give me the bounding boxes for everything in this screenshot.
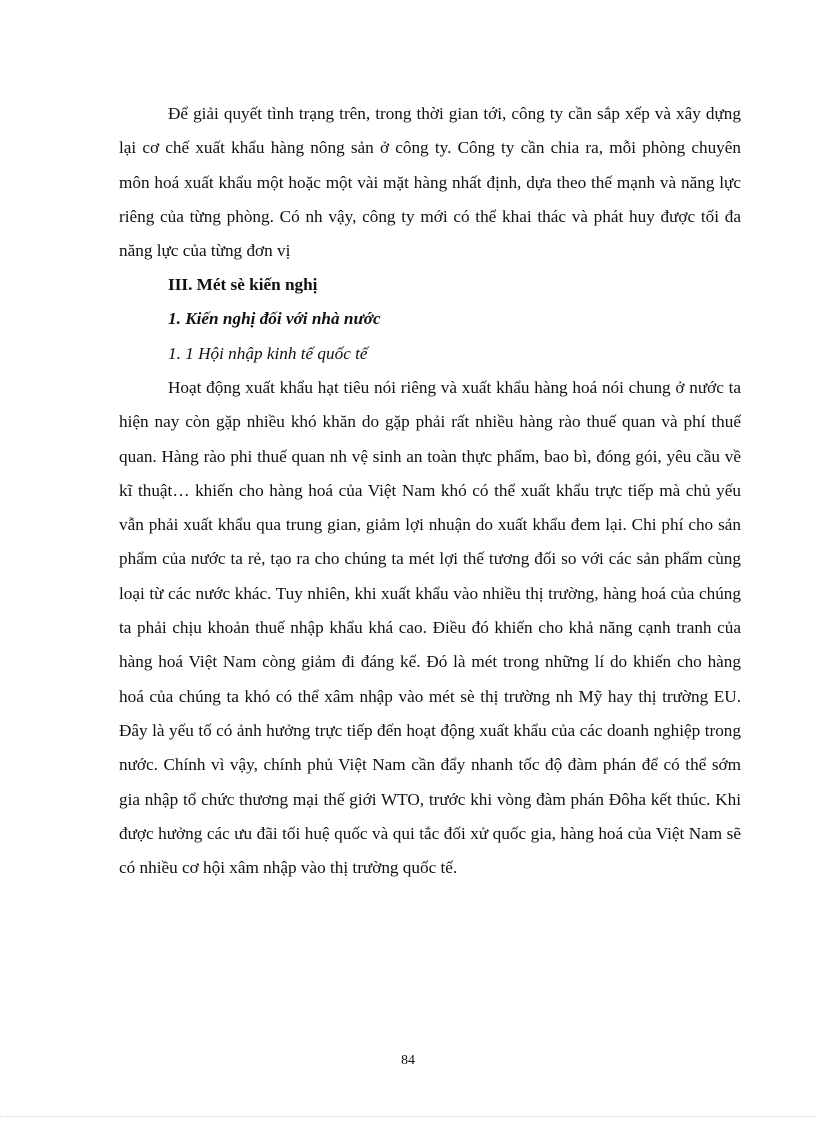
paragraph: Để giải quyết tình trạng trên, trong thời gian tới, công ty cần sắp xếp và xây dựng lại cơ chế xuất khẩu hàng nông sản ở công ty. Công ty cần chia ra, mỗi phòng chuyên môn hoá xuất khẩu một hoặc một vài mặt hàng nhất định, dựa theo thế mạnh và năng lực riêng của từng phòng. Có nh vậy, công ty mới có thể khai thác và phát huy được tối đa năng lực của từng đơn vị — [119, 104, 741, 261]
paragraph: Hoạt động xuất khẩu hạt tiêu nói riêng và xuất khẩu hàng hoá nói chung ở nước ta hiện nay còn gặp nhiều khó khăn do gặp phải rất nhiều hàng rào thuế quan và phí thuế quan. Hàng rào phi thuế quan nh vệ sinh an toàn thực phẩm, bao bì, đóng gói, yêu cầu về kĩ thuật… khiến cho hàng hoá của Việt Nam khó có thể xuất khẩu trực tiếp mà chủ yếu vẫn phải xuất khẩu qua trung gian, giảm lợi nhuận do xuất khẩu đem lại. Chi phí cho sản phẩm của nước ta rẻ, tạo ra cho chúng ta mét lợi thế tương đối so với các sản phẩm cùng loại từ các nước khác. Tuy nhiên, khi xuất khẩu vào nhiều thị trường, hàng hoá của chúng ta phải chịu khoản thuế nhập khẩu khá cao. Điều đó khiến cho khả năng cạnh tranh của hàng hoá Việt Nam còng giảm đi đáng kể. Đó là mét trong những lí do khiến cho hàng hoá của chúng ta khó có thể xâm nhập vào mét sè thị trường nh Mỹ hay thị trường EU. Đây là yếu tố có ảnh hưởng trực tiếp đến hoạt động xuất khẩu của các doanh nghiệp trong nước. Chính vì vậy, chính phủ Việt Nam cần đẩy nhanh tốc độ đàm phán để có thể sớm gia nhập tổ chức thương mại thế giới WTO, trước khi vòng đàm phán Đôha kết thúc. Khi được hưởng các ưu đãi tối huệ quốc và qui tắc đối xử quốc gia, hàng hoá của Việt Nam sẽ có nhiều cơ hội xâm nhập vào thị trường quốc tế. — [119, 378, 741, 878]
page-bottom-divider — [0, 1116, 816, 1117]
body-text-main — [119, 371, 741, 885]
subsubsection-heading: 1. 1 Hội nhập kinh tế quốc tế — [168, 344, 368, 363]
section-heading: III. Mét sè kiến nghị — [168, 275, 318, 294]
page-number: 84 — [401, 1053, 415, 1068]
body-text-intro — [119, 97, 741, 268]
subsection-heading: 1. Kiến nghị đối với nhà nước — [168, 309, 381, 328]
